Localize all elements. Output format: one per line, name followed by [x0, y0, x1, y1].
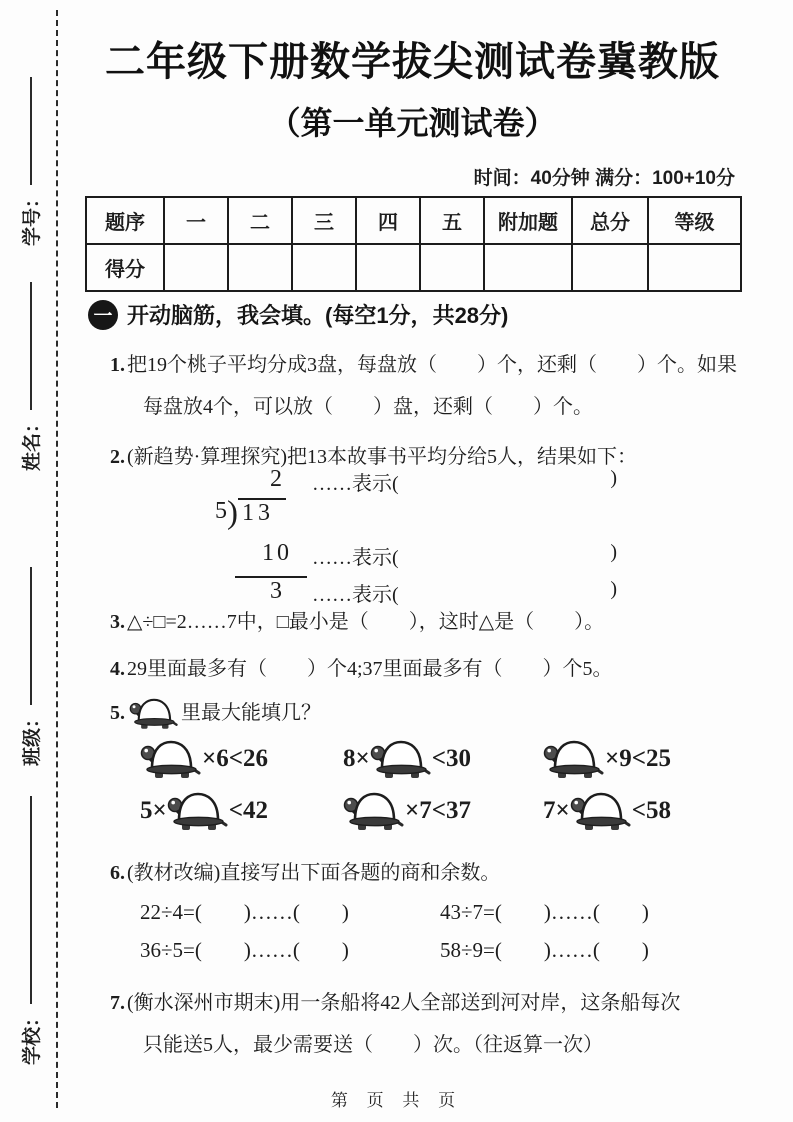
turtle-icon [140, 736, 202, 782]
turtle-icon [129, 695, 179, 732]
question-7 [110, 982, 750, 1066]
question-1-line1 [110, 344, 750, 386]
division-bracket: ) [227, 495, 238, 531]
score-cell [648, 244, 741, 291]
turtle-icon [167, 788, 229, 834]
section-one-header [88, 299, 508, 330]
question-text: △÷□=2……7中，□最小是（ ），这时△是（ ）。 [127, 611, 605, 633]
equation: 22÷4=( )……( ) [140, 900, 349, 924]
score-table [85, 196, 742, 292]
turtle-icon [370, 736, 432, 782]
name-label: 姓名： [21, 413, 43, 471]
turtle-icon [343, 788, 405, 834]
expression-suffix: ×6<26 [202, 745, 268, 772]
turtle-expression [543, 788, 671, 834]
student-id-field [15, 76, 45, 246]
expression-suffix: <42 [228, 797, 268, 824]
question-3 [110, 601, 750, 643]
equation: 43÷7=( )……( ) [440, 900, 649, 924]
question-6 [110, 852, 750, 894]
turtle-expression-row-2 [85, 788, 740, 840]
division-remainder: 3 [270, 578, 282, 604]
header-cell: 四 [356, 197, 420, 244]
score-cell [164, 244, 228, 291]
score-cell [484, 244, 572, 291]
score-cell [420, 244, 484, 291]
question-text: 把19个桃子平均分成3盘，每盘放（ ）个，还剩（ ）个。如果 [127, 354, 737, 376]
fill-line [29, 282, 32, 410]
note-close: ) [610, 541, 617, 563]
turtle-expression-row-1 [85, 736, 740, 788]
question-number: 7. [110, 992, 125, 1014]
fill-line [29, 77, 32, 185]
division-note-2 [312, 541, 617, 570]
expression-suffix: ×7<37 [405, 797, 471, 824]
question-text: 每盘放4个，可以放（ ）盘，还剩（ ）个。 [143, 396, 593, 418]
header-cell: 总分 [572, 197, 648, 244]
note-close: ) [610, 467, 617, 489]
question-text: (教材改编)直接写出下面各题的商和余数。 [127, 862, 501, 884]
expression-prefix: 8× [343, 745, 370, 772]
time-score-info: 时间：40分钟 满分：100+10分 [473, 168, 735, 189]
question-5 [110, 692, 750, 734]
note-close: ) [610, 578, 617, 600]
question-7-line1 [110, 982, 750, 1024]
class-field [15, 566, 45, 766]
header-cell: 一 [164, 197, 228, 244]
page-subtitle: （第一单元测试卷） [268, 105, 557, 141]
expression-suffix: <30 [431, 745, 471, 772]
question-1 [110, 344, 750, 428]
student-id-label: 学号： [21, 188, 43, 246]
score-cell [292, 244, 356, 291]
question-number: 5. [110, 702, 125, 724]
question-4 [110, 648, 750, 690]
equation: 36÷5=( )……( ) [140, 938, 349, 962]
question-text: 里最大能填几？ [181, 702, 321, 724]
turtle-icon [570, 788, 632, 834]
division-divisor: 5 [215, 498, 227, 524]
question-7-line2 [110, 1024, 750, 1066]
row-label-cell: 得分 [86, 244, 164, 291]
fill-line [29, 796, 32, 1004]
table-header-row [86, 197, 741, 244]
question-6-equations [85, 896, 740, 976]
header-cell: 二 [228, 197, 292, 244]
long-division-figure [85, 466, 645, 616]
section-one-title: 开动脑筋，我会填。(每空1分，共28分) [127, 303, 509, 328]
header-cell: 五 [420, 197, 484, 244]
question-number: 4. [110, 658, 125, 680]
header-cell: 三 [292, 197, 356, 244]
division-quotient: 2 [270, 466, 282, 492]
school-field [15, 795, 45, 1065]
turtle-expression [140, 788, 268, 834]
turtle-expression [343, 788, 471, 834]
expression-suffix: ×9<25 [605, 745, 671, 772]
turtle-expression [140, 736, 268, 782]
equation: 58÷9=( )……( ) [440, 938, 649, 962]
score-row [86, 244, 741, 291]
score-cell [228, 244, 292, 291]
division-dividend: 13 [238, 498, 286, 527]
question-text: (新趋势·算理探究)把13本故事书平均分给5人，结果如下： [127, 446, 637, 468]
score-cell [356, 244, 420, 291]
header-cell: 等级 [648, 197, 741, 244]
header-cell: 附加题 [484, 197, 572, 244]
question-text: 只能送5人，最少需要送（ ）次。（往返算一次） [143, 1034, 603, 1056]
expression-suffix: <58 [631, 797, 671, 824]
note-open: ……表示( [312, 473, 399, 495]
margin-dashed-line [56, 10, 58, 1108]
question-text: (衡水深州市期末)用一条船将42人全部送到河对岸，这条船每次 [127, 992, 681, 1014]
note-open: ……表示( [312, 584, 399, 606]
score-cell [572, 244, 648, 291]
note-open: ……表示( [312, 547, 399, 569]
expression-prefix: 5× [140, 797, 167, 824]
question-text: 29里面最多有（ ）个4;37里面最多有（ ）个5。 [127, 658, 613, 680]
turtle-expression [343, 736, 471, 782]
turtle-icon [543, 736, 605, 782]
question-number: 1. [110, 354, 125, 376]
division-product: 10 [262, 540, 292, 566]
name-field [15, 281, 45, 471]
page-footer: 第 页 共 页 [330, 1091, 463, 1110]
question-number: 6. [110, 862, 125, 884]
page-title: 二年级下册数学拔尖测试卷冀教版 [105, 40, 720, 84]
question-1-line2 [110, 386, 750, 428]
question-number: 2. [110, 446, 125, 468]
section-one-badge: 一 [88, 300, 118, 330]
class-label: 班级： [21, 708, 43, 766]
turtle-expression [543, 736, 671, 782]
expression-prefix: 7× [543, 797, 570, 824]
division-main-row [215, 495, 286, 532]
question-number: 3. [110, 611, 125, 633]
division-note-1 [312, 467, 617, 496]
school-label: 学校： [21, 1007, 43, 1065]
fill-line [29, 567, 32, 705]
corner-cell: 题序 [86, 197, 164, 244]
